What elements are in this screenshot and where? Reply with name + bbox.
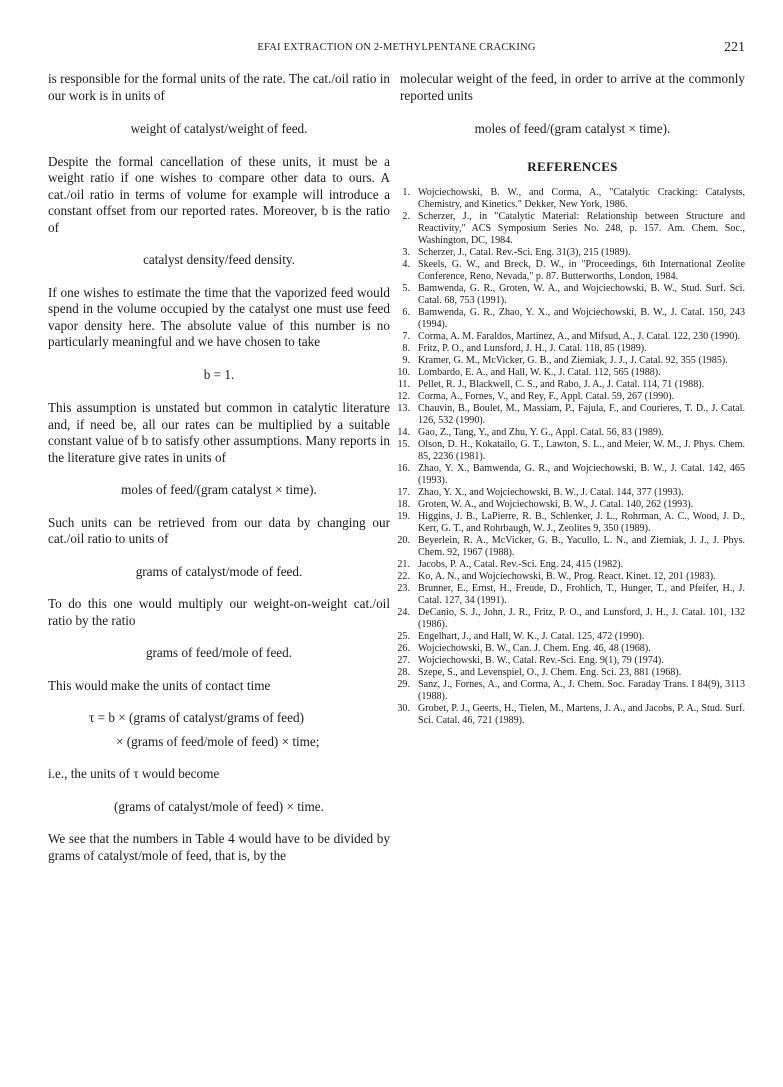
reference-item xyxy=(397,487,745,499)
equation: b = 1. xyxy=(203,366,235,382)
reference-text: Zhao, Y. X., Bamwenda, G. R., and Wojciechowski, B. W., J. Catal. 142, 465 (1993). xyxy=(418,463,745,486)
reference-text: Szepe, S., and Levenspiel, O., J. Chem. Eng. Sci. 23, 881 (1968). xyxy=(418,667,682,678)
page-number: 221 xyxy=(724,40,745,55)
reference-text: Chauvin, B., Boulet, M., Massiam, P., Fajula, F., and Courieres, T. D., J. Catal. 126, 532 (1990). xyxy=(418,403,745,426)
paragraph: We see that the numbers in Table 4 would have to be divided by grams of catalyst/mole of feed, that is, by the xyxy=(48,831,390,863)
reference-item xyxy=(397,439,745,463)
reference-number: 7. xyxy=(402,331,410,342)
reference-number: 11. xyxy=(397,379,410,390)
reference-number: 1. xyxy=(402,187,410,198)
equation: τ = b × (grams of catalyst/grams of feed) xyxy=(89,710,304,725)
reference-text: Gao, Z., Tang, Y., and Zhu, Y. G., Appl. Catal. 56, 83 (1989). xyxy=(418,427,664,438)
reference-number: 15. xyxy=(397,439,410,450)
reference-item xyxy=(397,631,745,643)
paragraph: molecular weight of the feed, in order to arrive at the commonly reported units xyxy=(400,71,745,103)
reference-text: Brunner, E., Ernst, H., Freude, D., Frohlich, T., Hunger, T., and Pfeifer, H., J. Catal. 127, 34 (1991). xyxy=(418,583,745,606)
reference-number: 23. xyxy=(397,583,410,594)
reference-number: 3. xyxy=(402,247,410,258)
reference-item xyxy=(400,343,745,355)
reference-text: Bamwenda, G. R., Zhao, Y. X., and Wojciechowski, B. W., J. Catal. 150, 243 (1994). xyxy=(418,307,745,330)
paragraph: i.e., the units of τ would become xyxy=(48,766,220,781)
reference-number: 17. xyxy=(397,487,410,498)
page-header xyxy=(48,42,745,60)
equation: weight of catalyst/weight of feed. xyxy=(130,121,308,136)
reference-text: Jacobs, P. A., Catal. Rev.-Sci. Eng. 24, 415 (1982). xyxy=(418,559,624,570)
reference-item xyxy=(400,307,745,331)
equation: grams of feed/mole of feed. xyxy=(145,645,293,660)
reference-item xyxy=(400,283,745,307)
equation: moles of feed/(gram catalyst × time). xyxy=(121,482,317,497)
reference-number: 18. xyxy=(397,499,410,510)
paragraph: Despite the formal cancellation of these units, it must be a weight ratio if one wishes to compare other data to ours. A cat./oil ratio in terms of volume for example will introduce a constant offset from our reported rates. Moreover, b is the ratio of xyxy=(48,153,390,235)
reference-item xyxy=(397,499,745,511)
reference-item xyxy=(397,679,745,703)
reference-text: Wojciechowski, B. W., Can. J. Chem. Eng. 46, 48 (1968). xyxy=(418,643,651,654)
reference-item xyxy=(397,367,745,379)
reference-item xyxy=(400,247,745,259)
reference-number: 21. xyxy=(397,559,410,570)
reference-number: 20. xyxy=(397,535,410,546)
reference-item xyxy=(400,355,745,367)
reference-number: 10. xyxy=(397,367,410,378)
reference-number: 25. xyxy=(397,631,410,642)
reference-text: Ko, A. N., and Wojciechowski, B. W., Prog. React. Kinet. 12, 201 (1983). xyxy=(418,571,716,582)
reference-number: 4. xyxy=(402,259,410,270)
reference-number: 24. xyxy=(397,607,410,618)
reference-item xyxy=(397,379,745,391)
reference-item xyxy=(397,403,745,427)
paragraph: is responsible for the formal units of the rate. The cat./oil ratio in our work is in units of xyxy=(48,71,390,103)
reference-item xyxy=(397,463,745,487)
reference-text: Corma, A., Fornes, V., and Rey, F., Appl. Catal. 59, 267 (1990). xyxy=(418,391,675,402)
reference-item xyxy=(397,571,745,583)
reference-item xyxy=(397,511,745,535)
reference-text: Wojciechowski, B. W., Catal. Rev.-Sci. Eng. 9(1), 79 (1974). xyxy=(418,655,664,666)
reference-number: 27. xyxy=(397,655,410,666)
reference-text: Kramer, G. M., McVicker, G. B., and Ziemiak, J. J., J. Catal. 92, 355 (1985). xyxy=(418,355,728,366)
paragraph: This assumption is unstated but common in catalytic literature and, if need be, all our rates can be multiplied by a suitable constant value of b to satisfy other assumptions. Many reports in the literature give rates in units of xyxy=(48,400,390,465)
reference-number: 9. xyxy=(402,355,410,366)
reference-text: Wojciechowski, B. W., and Corma, A., "Catalytic Cracking: Catalysts, Chemistry, and Kinetics." Dekker, New York, 1986. xyxy=(418,187,745,210)
paragraph: Such units can be retrieved from our data by changing our cat./oil ratio to units of xyxy=(48,514,390,546)
paragraph: This would make the units of contact time xyxy=(48,677,271,693)
reference-item xyxy=(397,559,745,571)
reference-text: Engelhart, J., and Hall, W. K., J. Catal. 125, 472 (1990). xyxy=(418,631,645,642)
reference-item xyxy=(397,391,745,403)
reference-text: Bamwenda, G. R., Groten, W. A., and Wojciechowski, B. W., Stud. Surf. Sci. Catal. 68, 753 (1991). xyxy=(418,283,745,306)
reference-number: 19. xyxy=(397,511,410,522)
reference-text: Pellet, R. J., Blackwell, C. S., and Rabo, J. A., J. Catal. 114, 71 (1988). xyxy=(418,379,705,390)
reference-text: Groten, W. A., and Wojciechowski, B. W., J. Catal. 140, 262 (1993). xyxy=(418,499,694,510)
reference-text: Higgins, J. B., LaPierre, R. B., Schlenker, J. L., Rohrman, A. C., Wood, J. D., Kerr, G. T., and Rohrbaugh, W. J., Zeolites 9, 350 (1989). xyxy=(418,511,745,534)
equation: grams of catalyst/mode of feed. xyxy=(135,563,303,579)
reference-item xyxy=(397,427,745,439)
reference-number: 5. xyxy=(402,283,410,294)
equation: × (grams of feed/mole of feed) × time; xyxy=(116,733,320,749)
reference-number: 2. xyxy=(402,211,410,222)
reference-item xyxy=(400,331,745,343)
reference-number: 16. xyxy=(397,463,410,474)
reference-item xyxy=(397,643,745,655)
reference-text: Sanz, J., Fornes, A., and Corma, A., J. Chem. Soc. Faraday Trans. I 84(9), 3113 (1988). xyxy=(418,679,745,702)
reference-item xyxy=(400,187,745,211)
reference-number: 12. xyxy=(397,391,410,402)
reference-item xyxy=(400,259,745,283)
reference-number: 30. xyxy=(397,703,410,714)
reference-text: Grobet, P. J., Geerts, H., Tielen, M., Martens, J. A., and Jacobs, P. A., Stud. Surf. Sci. Catal. 46, 721 (1989). xyxy=(418,703,745,726)
equation: moles of feed/(gram catalyst × time). xyxy=(474,121,671,136)
references-list xyxy=(397,187,745,727)
reference-text: Zhao, Y. X., and Wojciechowski, B. W., J. Catal. 144, 377 (1993). xyxy=(418,487,684,498)
reference-number: 6. xyxy=(402,307,410,318)
references-heading: REFERENCES xyxy=(527,158,618,174)
left-column xyxy=(48,71,390,864)
running-title: EFAI EXTRACTION ON 2-METHYLPENTANE CRACKING xyxy=(257,42,536,53)
reference-item xyxy=(397,607,745,631)
equation: catalyst density/feed density. xyxy=(143,252,295,267)
reference-text: DeCanio, S. J., John, J. R., Fritz, P. O., and Lunsford, J. H., J. Catal. 101, 132 (1986). xyxy=(418,607,745,630)
reference-number: 26. xyxy=(397,643,410,654)
reference-text: Corma, A. M. Faraldos, Martinez, A., and Mifsud, A., J. Catal. 122, 230 (1990). xyxy=(418,331,741,342)
reference-item xyxy=(397,583,745,607)
paragraph: If one wishes to estimate the time that the vaporized feed would spend in the volume occupied by the catalyst one must use feed vapor density here. The absolute value of this number is no particularly meaningful and we have chosen to take xyxy=(48,284,390,349)
reference-text: Scherzer, J., Catal. Rev.-Sci. Eng. 31(3), 215 (1989). xyxy=(418,247,631,258)
reference-text: Skeels, G. W., and Breck, D. W., in "Proceedings, 6th International Zeolite Conference, Reno, Nevada," p. 87. Butterworths, London, 1984. xyxy=(418,259,745,282)
reference-number: 13. xyxy=(397,403,410,414)
reference-number: 29. xyxy=(397,679,410,690)
reference-item xyxy=(397,703,745,727)
reference-item xyxy=(397,535,745,559)
right-column xyxy=(397,71,745,727)
reference-number: 22. xyxy=(397,571,410,582)
reference-item xyxy=(397,667,745,679)
reference-item xyxy=(400,211,745,247)
reference-text: Olson, D. H., Kokatailo, G. T., Lawton, S. L., and Meier, W. M., J. Phys. Chem. 85, 2236 (1981). xyxy=(418,439,745,462)
reference-item xyxy=(397,655,745,667)
reference-number: 8. xyxy=(402,343,410,354)
equation: (grams of catalyst/mole of feed) × time. xyxy=(114,798,324,814)
reference-text: Lombardo, E. A., and Hall, W. K., J. Catal. 112, 565 (1988). xyxy=(418,367,661,378)
reference-number: 28. xyxy=(397,667,410,678)
reference-text: Scherzer, J., in "Catalytic Material: Relationship between Structure and Reactivity," ACS Symposium Series No. 248, p. 157. Am. Chem. Soc., Washington, DC, 1984. xyxy=(418,211,745,246)
reference-text: Fritz, P. O., and Lunsford, J. H., J. Catal. 118, 85 (1989). xyxy=(418,343,647,354)
paragraph: To do this one would multiply our weight-on-weight cat./oil ratio by the ratio xyxy=(48,596,390,628)
reference-text: Beyerlein, R. A., McVicker, G. B., Yacullo, L. N., and Ziemiak, J. J., J. Phys. Chem. 92, 1967 (1988). xyxy=(418,535,745,558)
reference-number: 14. xyxy=(397,427,410,438)
